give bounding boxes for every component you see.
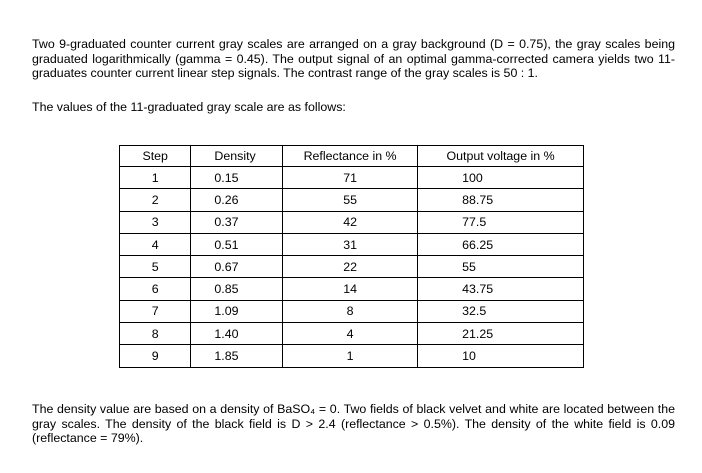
cell-step: 4 (120, 233, 191, 255)
cell-reflectance: 1 (283, 345, 418, 367)
cell-step: 1 (120, 167, 191, 189)
cell-reflectance: 31 (283, 233, 418, 255)
cell-output-voltage: 77.5 (418, 211, 584, 233)
cell-density: 0.37 (191, 211, 283, 233)
cell-density: 1.85 (191, 345, 283, 367)
cell-density: 0.85 (191, 278, 283, 300)
table-row (120, 278, 584, 300)
cell-step: 7 (120, 300, 191, 322)
cell-density: 1.40 (191, 323, 283, 345)
table-lead-text: The values of the 11-graduated gray scale are as follows: (32, 100, 346, 114)
cell-reflectance: 55 (283, 189, 418, 211)
header-step: Step (120, 146, 191, 167)
cell-reflectance: 8 (283, 300, 418, 322)
table-row (120, 167, 584, 189)
cell-output-voltage: 66.25 (418, 233, 584, 255)
table-row (120, 189, 584, 211)
cell-step: 9 (120, 345, 191, 367)
table-row (120, 233, 584, 255)
table-row (120, 211, 584, 233)
cell-output-voltage: 32.5 (418, 300, 584, 322)
cell-step: 2 (120, 189, 191, 211)
cell-reflectance: 22 (283, 256, 418, 278)
cell-density: 0.15 (191, 167, 283, 189)
header-reflectance: Reflectance in % (283, 146, 418, 167)
cell-reflectance: 4 (283, 323, 418, 345)
table-row (120, 256, 584, 278)
cell-step: 8 (120, 323, 191, 345)
intro-paragraph: Two 9-graduated counter current gray scales are arranged on a gray background (D = 0.75), the gray scales being graduated logarithmically (gamma = 0.45). The output signal of an optimal gamma-corrected camera yields two 11-graduates counter current linear step signals. The contrast range of the gray scales is 50 : 1. (32, 37, 675, 80)
cell-reflectance: 71 (283, 167, 418, 189)
cell-output-voltage: 100 (418, 167, 584, 189)
cell-output-voltage: 88.75 (418, 189, 584, 211)
cell-output-voltage: 55 (418, 256, 584, 278)
cell-output-voltage: 43.75 (418, 278, 584, 300)
table-row (120, 323, 584, 345)
cell-output-voltage: 10 (418, 345, 584, 367)
cell-reflectance: 42 (283, 211, 418, 233)
table-row (120, 345, 584, 367)
cell-reflectance: 14 (283, 278, 418, 300)
cell-density: 0.26 (191, 189, 283, 211)
cell-step: 6 (120, 278, 191, 300)
cell-density: 0.51 (191, 233, 283, 255)
gray-scale-table (119, 145, 584, 368)
cell-output-voltage: 21.25 (418, 323, 584, 345)
header-output-voltage: Output voltage in % (418, 146, 584, 167)
cell-step: 3 (120, 211, 191, 233)
table-header-row (120, 146, 584, 167)
table-row (120, 300, 584, 322)
header-density: Density (191, 146, 283, 167)
footer-paragraph: The density value are based on a density of BaSO₄ = 0. Two fields of black velvet and white are located between the gray scales. The density of the black field is D > 2.4 (reflectance > 0.5%). The density of the white field is 0.09 (reflectance = 79%). (32, 402, 675, 445)
cell-density: 0.67 (191, 256, 283, 278)
cell-step: 5 (120, 256, 191, 278)
cell-density: 1.09 (191, 300, 283, 322)
